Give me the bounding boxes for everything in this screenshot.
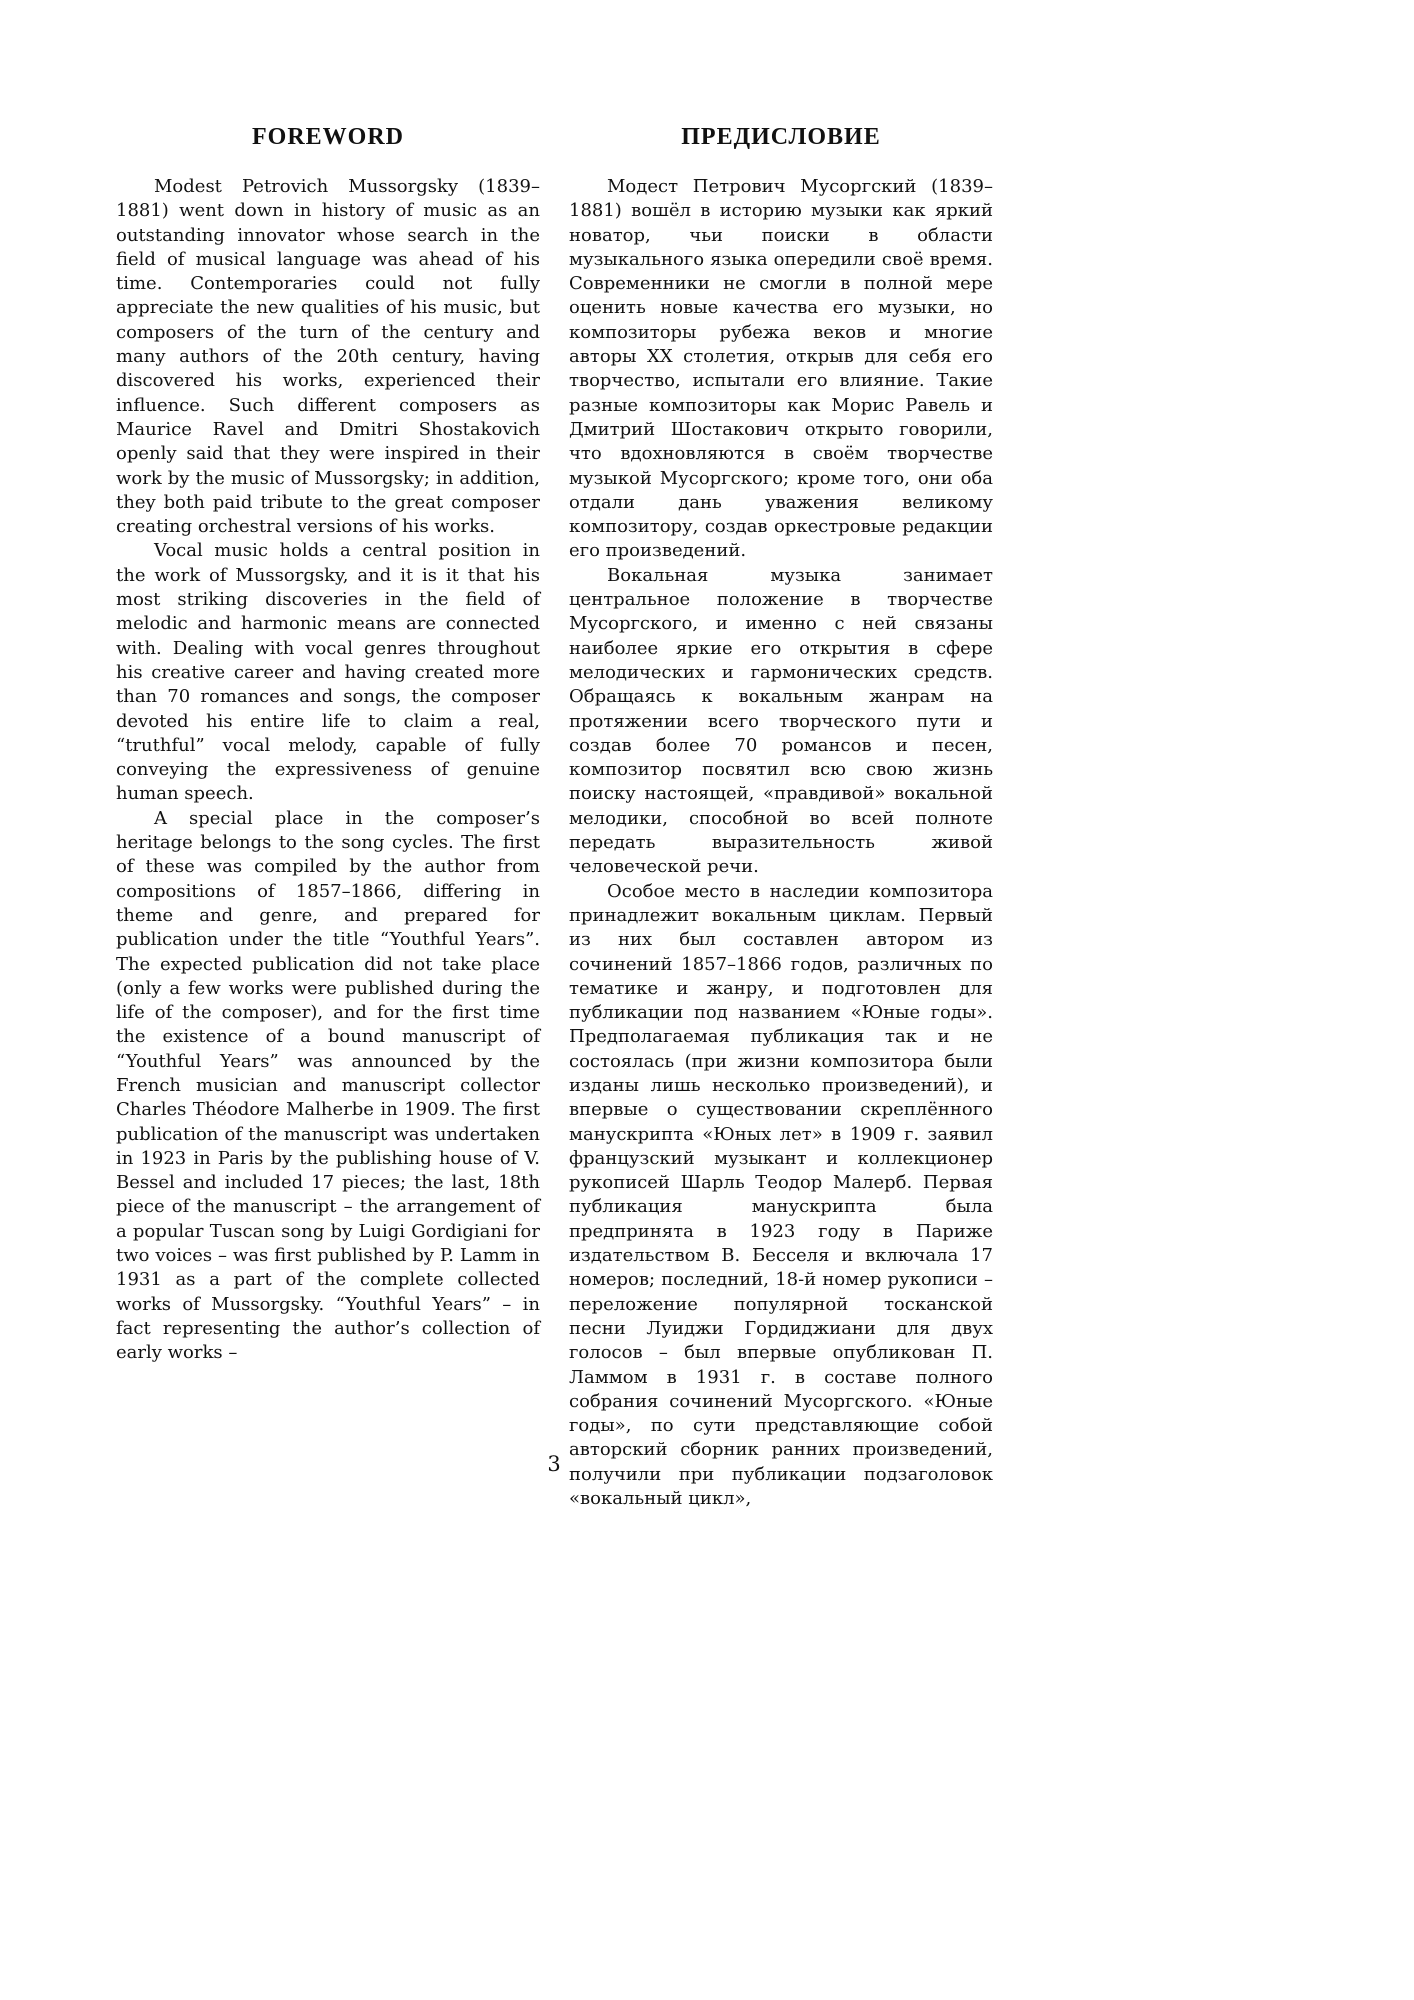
english-column <box>116 120 540 1366</box>
english-paragraph-2: Vocal music holds a central position in the work of Mussorgsky, and it is it that his most striking discoveries in the field of melodic and harmonic means are connected with. Dealing with vocal genres throughout his creative career and having created more than 70 romances and songs, the composer devoted his entire life to claim a real, “truthful” vocal melody, capable of fully conveying the expressiveness of genuine human speech. <box>116 540 540 805</box>
english-paragraph-1: Modest Petrovich Mussorgsky (1839–1881) went down in history of music as an outstanding innovator whose search in the field of musical language was ahead of his time. Contemporaries could not fully appreciate the new qualities of his music, but composers of the turn of the century and many authors of the 20th century, having discovered his works, experienced their influence. Such different composers as Maurice Ravel and Dmitri Shostakovich openly said that they were inspired in their work by the music of Mussorgsky; in addition, they both paid tribute to the great composer creating orchestral versions of his works. <box>116 176 540 538</box>
russian-paragraph-1: Модест Петрович Мусоргский (1839–1881) вошёл в историю музыки как яркий новатор, чьи поиски в области музыкального языка опередили своё время. Современники не смогли в полной мере оценить новые качества его музыки, но композиторы рубежа веков и многие авторы XX столетия, открыв для себя его творчество, испытали его влияние. Такие разные композиторы как Морис Равель и Дмитрий Шостакович открыто говорили, что вдохновляются в своём творчестве музыкой Мусоргского; кроме того, они оба отдали дань уважения великому композитору, создав оркестровые редакции его произведений. <box>569 176 993 562</box>
russian-paragraph-2: Вокальная музыка занимает центральное положение в творчестве Мусоргского, и именно с ней связаны наиболее яркие его открытия в сфере мелодических и гармонических средств. Обращаясь к вокальным жанрам на протяжении всего творческого пути и создав более 70 романсов и песен, композитор посвятил всю свою жизнь поиску настоящей, «правдивой» вокальной мелодики, способной во всей полноте передать выразительность живой человеческой речи. <box>569 564 993 878</box>
russian-column <box>569 120 993 1511</box>
page-number: 3 <box>547 1452 561 1476</box>
russian-paragraph-3: Особое место в наследии композитора принадлежит вокальным циклам. Первый из них был составлен автором из сочинений 1857–1866 годов, различных по тематике и жанру, и подготовлен для публикации под названием «Юные годы». Предполагаемая публикация так и не состоялась (при жизни композитора были изданы лишь несколько произведений), и впервые о существовании скреплённого манускрипта «Юных лет» в 1909 г. заявил французский музыкант и коллекционер рукописей Шарль Теодор Малерб. Первая публикация манускрипта была предпринята в 1923 году в Париже издательством В. Бесселя и включала 17 номеров; последний, 18-й номер рукописи – переложение популярной тосканской песни Луиджи Гордиджиани для двух голосов – был впервые опубликован П. Ламмом в 1931 г. в составе полного собрания сочинений Мусоргского. «Юные годы», по сути представляющие собой авторский сборник ранних произведений, получили при публикации подзаголовок «вокальный цикл», <box>569 880 993 1510</box>
foreword-heading: FOREWORD <box>252 124 404 150</box>
predislovie-heading: ПРЕДИСЛОВИЕ <box>681 124 881 150</box>
english-paragraph-3: A special place in the composer’s heritage belongs to the song cycles. The first of these was compiled by the author from compositions of 1857–1866, differing in theme and genre, and prepared for publication under the title “Youthful Years”. The expected publication did not take place (only a few works were published during the life of the composer), and for the first time the existence of a bound manuscript of “Youthful Years” was announced by the French musician and manuscript collector Charles Théodore Malherbe in 1909. The first publication of the manuscript was undertaken in 1923 in Paris by the publishing house of V. Bessel and included 17 pieces; the last, 18th piece of the manuscript – the arrangement of a popular Tuscan song by Luigi Gordigiani for two voices – was first published by P. Lamm in 1931 as a part of the complete collected works of Mussorgsky. “Youthful Years” – in fact representing the author’s collection of early works – <box>116 807 540 1364</box>
